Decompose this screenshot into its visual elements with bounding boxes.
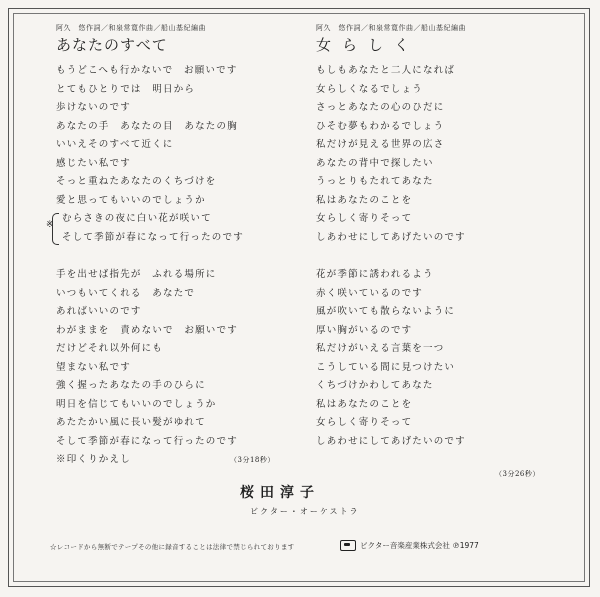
chorus-block <box>46 210 296 247</box>
song-column-right <box>316 22 556 451</box>
lyric-line: 風が吹いても散らないように <box>316 306 456 317</box>
lyric-line: さっとあなたの心のひだに <box>316 102 445 113</box>
lyric-line: 愛と思ってもいいのでしょうか <box>56 194 206 206</box>
lyric-line: だけどそれ以外何にも <box>56 343 164 354</box>
lyric-line: 歩けないのです <box>56 102 131 113</box>
lyric-line: 望まない私です <box>56 361 131 373</box>
lyric-line: もしもあなたと二人になれば <box>316 65 456 76</box>
lyric-line: 花が季節に誘われるよう <box>316 269 434 280</box>
lyric-line: 私だけがいえる言葉を一つ <box>316 343 445 354</box>
lyric-line: 女らしく寄りそって <box>316 417 413 428</box>
victor-logo-icon <box>340 540 356 551</box>
lyric-line: 女らしく寄りそって <box>316 213 413 224</box>
lyric-line: いつもいてくれる あなたで <box>56 287 196 299</box>
lyric-line: 手を出せば指先が ふれる場所に <box>56 269 217 280</box>
lyric-line: 私だけが見える世界の広さ <box>316 139 445 150</box>
song-duration-left: （3分18秒） <box>230 456 275 464</box>
lyric-line: しあわせにしてあげたいのです <box>316 231 466 243</box>
company-credit <box>340 540 479 551</box>
chorus-mark: ※ <box>46 220 54 230</box>
lyric-line: もうどこへも行かないで お願いです <box>56 65 238 76</box>
lyric-line: あなたの背中で探したい <box>316 157 434 169</box>
company-name: ビクター音楽産業株式会社 ℗1977 <box>360 541 479 550</box>
verse-1 <box>56 62 296 210</box>
lyric-line: 明日を信じてもいいのでしょうか <box>56 398 217 410</box>
lyric-line: くちづけかわしてあなた <box>316 380 434 391</box>
lyric-line: 厚い胸がいるのです <box>316 324 413 336</box>
lyric-line: そっと重ねたあなたのくちづけを <box>56 176 217 187</box>
lyric-line: 感じたい私です <box>56 157 131 169</box>
song-duration-right: （3分26秒） <box>495 470 540 478</box>
lyric-line: うっとりもたれてあなた <box>316 176 434 187</box>
song-credits: 阿久 悠作詞／和泉常寛作曲／船山基紀編曲 <box>316 24 466 32</box>
lyric-line: 女らしくなるでしょう <box>316 83 423 95</box>
lyric-line: むらさきの夜に白い花が咲いて <box>62 213 212 224</box>
verse-2 <box>316 266 556 451</box>
verse-2 <box>56 266 296 470</box>
orchestra-credit: ビクター・オーケストラ <box>250 507 360 516</box>
lyric-line: いいえそのすべて近くに <box>56 139 174 150</box>
lyric-line: ひそむ夢もわかるでしょう <box>316 120 445 132</box>
song-title: あなたのすべて <box>56 36 168 54</box>
lyric-line: そして季節が春になって行ったのです <box>56 435 238 447</box>
legal-notice: ☆レコードから無断でテープその他に録音することは法律で禁じられております <box>50 543 295 551</box>
lyric-line: 私はあなたのことを <box>316 398 413 410</box>
lyric-line: 強く握ったあなたの手のひらに <box>56 380 206 391</box>
repeat-note: ※印くりかえし <box>56 454 131 465</box>
artist-name: 桜田淳子 <box>240 485 320 501</box>
lyric-line: しあわせにしてあげたいのです <box>316 435 466 447</box>
lyric-line: あたたかい風に長い髪がゆれて <box>56 417 206 428</box>
song-title: 女らしく <box>316 36 421 54</box>
verse-1 <box>316 62 556 247</box>
lyric-line: わがままを 責めないで お願いです <box>56 324 238 336</box>
song-column-left <box>46 22 296 470</box>
lyric-line: あなたの手 あなたの目 あなたの胸 <box>56 120 238 132</box>
lyric-line: 私はあなたのことを <box>316 194 413 206</box>
song-credits: 阿久 悠作詞／和泉常寛作曲／船山基紀編曲 <box>56 24 206 32</box>
lyric-line: 赤く咲いているのです <box>316 287 424 299</box>
lyric-line: とてもひとりでは 明日から <box>56 83 196 95</box>
chorus-brace <box>52 213 59 245</box>
lyric-line: こうしている間に見つけたい <box>316 361 456 373</box>
lyric-line: あればいいのです <box>56 306 142 317</box>
lyric-line: そして季節が春になって行ったのです <box>62 231 244 243</box>
